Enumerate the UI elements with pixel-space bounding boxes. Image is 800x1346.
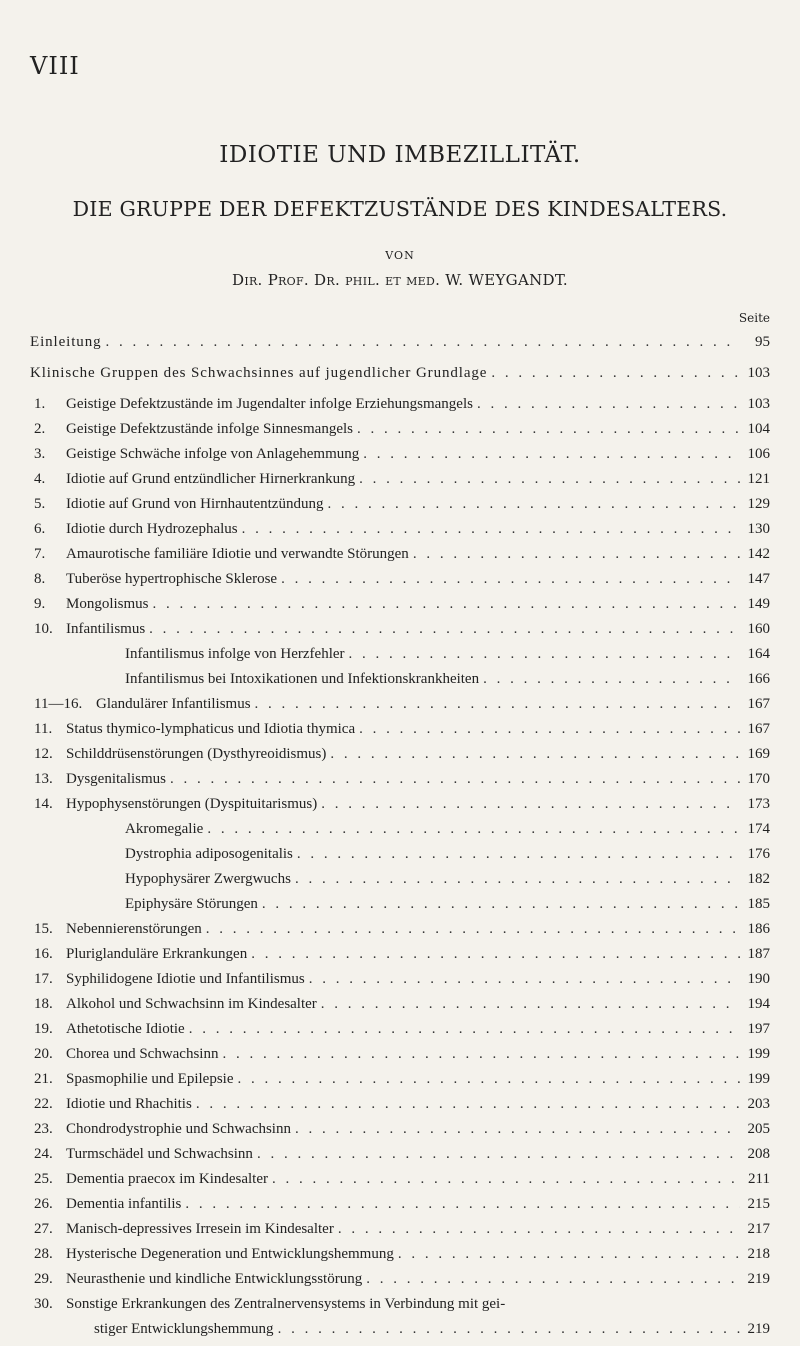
toc-entry: 4. Idiotie auf Grund entzündlicher Hirnerkrankung . . . 121 bbox=[30, 471, 770, 496]
toc-entry: Infantilismus infolge von Herzfehler . . . 164 bbox=[30, 646, 770, 671]
toc-entry: 16. Pluriglanduläre Erkrankungen . . . 187 bbox=[30, 946, 770, 971]
toc-entry: 21. Spasmophilie und Epilepsie . . . 199 bbox=[30, 1071, 770, 1096]
toc-entry: 5. Idiotie auf Grund von Hirnhautentzündung . . . 129 bbox=[30, 496, 770, 521]
page-number: VIII bbox=[30, 52, 80, 80]
toc-entry: 29. Neurasthenie und kindliche Entwicklungsstörung . . . 219 bbox=[30, 1271, 770, 1296]
toc-entry: Akromegalie . . . 174 bbox=[30, 821, 770, 846]
chapter-subtitle: DIE GRUPPE DER DEFEKTZUSTÄNDE DES KINDESALTERS. bbox=[72, 197, 728, 221]
toc-entry: 26. Dementia infantilis . . . 215 bbox=[30, 1196, 770, 1221]
toc-entry: 30. Sonstige Erkrankungen des Zentralnervensystems in Verbindung mit gei- bbox=[34, 1296, 506, 1312]
toc-entry: 14. Hypophysenstörungen (Dyspituitarismus) . . . 173 bbox=[30, 796, 770, 821]
toc-entry: 8. Tuberöse hypertrophische Sklerose . . . 147 bbox=[30, 571, 770, 596]
toc-entry: 22. Idiotie und Rhachitis . . . 203 bbox=[30, 1096, 770, 1121]
toc-entry: 20. Chorea und Schwachsinn . . . 199 bbox=[30, 1046, 770, 1071]
toc-entry: Einleitung . . . 95 bbox=[30, 334, 770, 359]
toc-entry: Infantilismus bei Intoxikationen und Infektionskrankheiten . . . 166 bbox=[30, 671, 770, 696]
toc-entry: 19. Athetotische Idiotie . . . 197 bbox=[30, 1021, 770, 1046]
toc-entry-continuation: stiger Entwicklungshemmung . . . 219 bbox=[30, 1321, 770, 1346]
author-line: Dir. Prof. Dr. phil. et med. W. WEYGANDT. bbox=[232, 271, 568, 289]
toc-entry: Dystrophia adiposogenitalis . . . 176 bbox=[30, 846, 770, 871]
toc-entry: 24. Turmschädel und Schwachsinn . . . 208 bbox=[30, 1146, 770, 1171]
toc-entry: 7. Amaurotische familiäre Idiotie und verwandte Störungen . . . 142 bbox=[30, 546, 770, 571]
toc-entry: 23. Chondrodystrophie und Schwachsinn . . . 205 bbox=[30, 1121, 770, 1146]
toc-entry: 11—16. Glandulärer Infantilismus . . . 167 bbox=[30, 696, 770, 721]
toc-entry: 3. Geistige Schwäche infolge von Anlagehemmung . . . 106 bbox=[30, 446, 770, 471]
table-of-contents bbox=[30, 334, 770, 1346]
by-label: VON bbox=[385, 249, 415, 262]
toc-entry: 2. Geistige Defektzustände infolge Sinnesmangels . . . 104 bbox=[30, 421, 770, 446]
toc-entry: Hypophysärer Zwergwuchs . . . 182 bbox=[30, 871, 770, 896]
toc-entry: 10. Infantilismus . . . 160 bbox=[30, 621, 770, 646]
toc-entry: 18. Alkohol und Schwachsinn im Kindesalter . . . 194 bbox=[30, 996, 770, 1021]
toc-entry: 6. Idiotie durch Hydrozephalus . . . 130 bbox=[30, 521, 770, 546]
toc-entry: 15. Nebennierenstörungen . . . 186 bbox=[30, 921, 770, 946]
toc-entry: 27. Manisch-depressives Irresein im Kindesalter . . . 217 bbox=[30, 1221, 770, 1246]
toc-entry: Epiphysäre Störungen . . . 185 bbox=[30, 896, 770, 921]
page-column-header: Seite bbox=[738, 311, 770, 325]
chapter-title: IDIOTIE UND IMBEZILLITÄT. bbox=[219, 142, 581, 168]
toc-entry: 1. Geistige Defektzustände im Jugendalter infolge Erziehungsmangels . . . 103 bbox=[30, 396, 770, 421]
toc-entry: 9. Mongolismus . . . 149 bbox=[30, 596, 770, 621]
toc-entry: 28. Hysterische Degeneration und Entwicklungshemmung . . . 218 bbox=[30, 1246, 770, 1271]
toc-entry: 13. Dysgenitalismus . . . 170 bbox=[30, 771, 770, 796]
toc-entry: Klinische Gruppen des Schwachsinnes auf jugendlicher Grundlage . . . 103 bbox=[30, 365, 770, 390]
toc-entry: 11. Status thymico-lymphaticus und Idiotia thymica . . . 167 bbox=[30, 721, 770, 746]
toc-entry: 12. Schilddrüsenstörungen (Dysthyreoidismus) . . . 169 bbox=[30, 746, 770, 771]
toc-entry: 17. Syphilidogene Idiotie und Infantilismus . . . 190 bbox=[30, 971, 770, 996]
toc-entry: 25. Dementia praecox im Kindesalter . . . 211 bbox=[30, 1171, 770, 1196]
